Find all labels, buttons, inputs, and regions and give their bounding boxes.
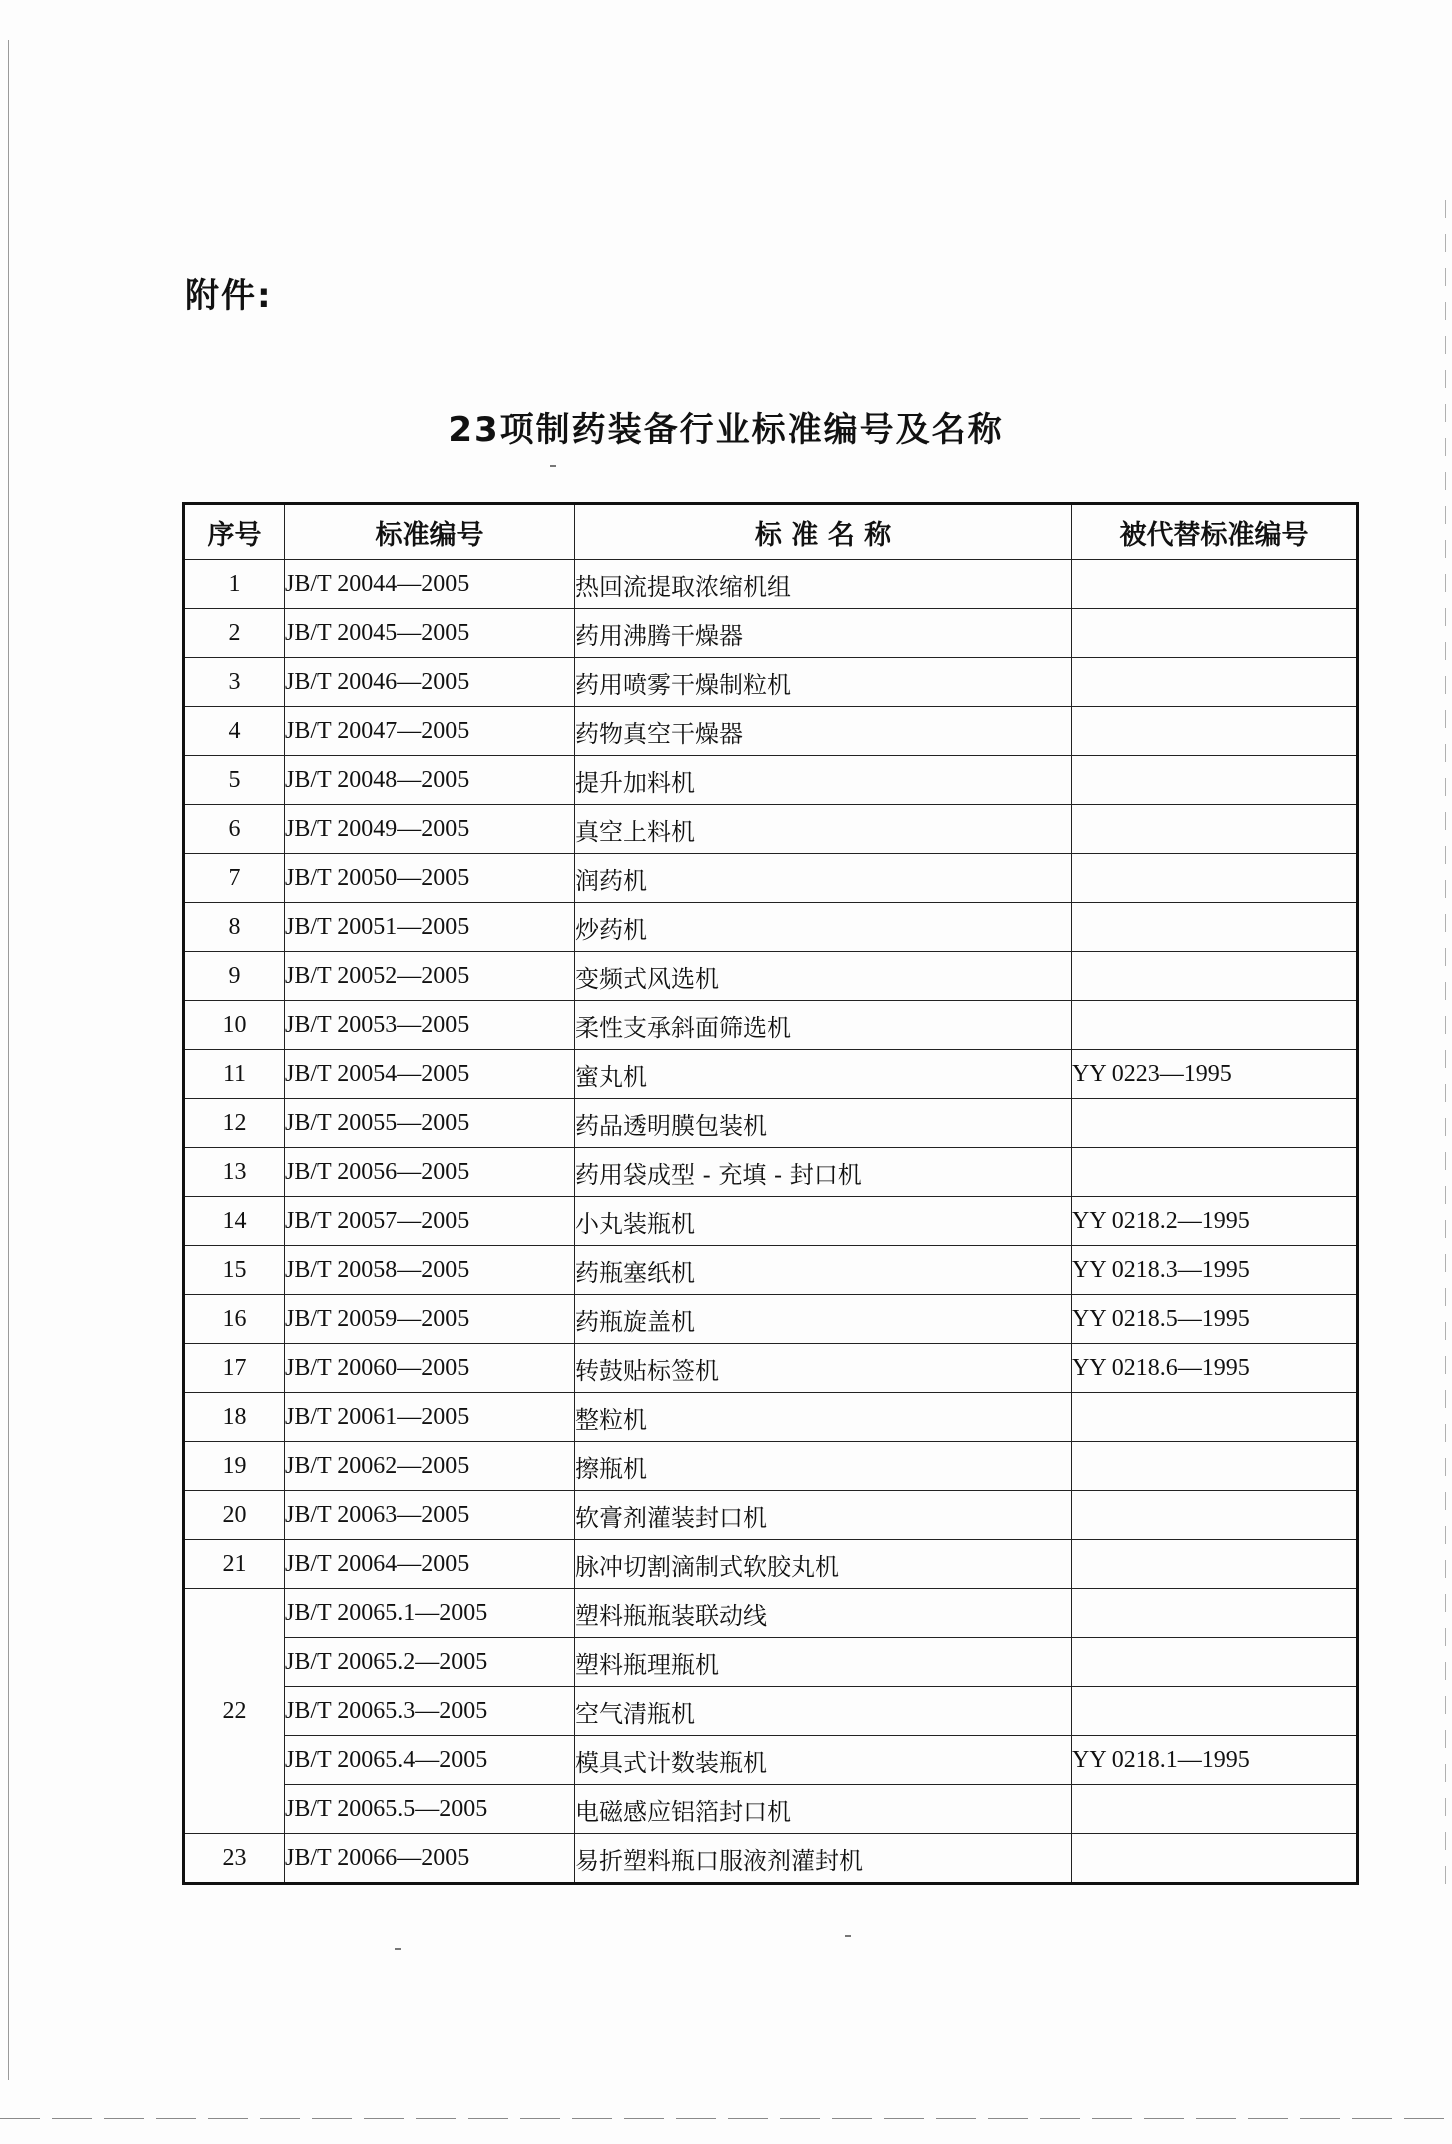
cell-replaced [1072, 1491, 1358, 1540]
cell-replaced: YY 0218.2—1995 [1072, 1197, 1358, 1246]
cell-name: 药瓶塞纸机 [575, 1246, 1072, 1295]
cell-code: JB/T 20045—2005 [285, 609, 575, 658]
table-row-group22 [184, 1736, 1358, 1785]
cell-seq: 19 [184, 1442, 285, 1491]
cell-code: JB/T 20048—2005 [285, 756, 575, 805]
cell-seq: 9 [184, 952, 285, 1001]
cell-code: JB/T 20057—2005 [285, 1197, 575, 1246]
cell-replaced [1072, 903, 1358, 952]
standards-table [182, 502, 1359, 1885]
cell-name: 塑料瓶瓶装联动线 [575, 1589, 1072, 1638]
table-row [184, 1344, 1358, 1393]
cell-replaced: YY 0223—1995 [1072, 1050, 1358, 1099]
table-row [184, 1148, 1358, 1197]
scan-speck [845, 1935, 851, 1937]
cell-code: JB/T 20063—2005 [285, 1491, 575, 1540]
header-name: 标 准 名 称 [575, 504, 1072, 560]
cell-code: JB/T 20056—2005 [285, 1148, 575, 1197]
cell-seq: 20 [184, 1491, 285, 1540]
cell-seq: 17 [184, 1344, 285, 1393]
table-row [184, 1834, 1358, 1884]
cell-replaced [1072, 707, 1358, 756]
cell-replaced [1072, 952, 1358, 1001]
cell-replaced [1072, 1393, 1358, 1442]
cell-replaced [1072, 609, 1358, 658]
cell-seq: 16 [184, 1295, 285, 1344]
cell-replaced: YY 0218.3—1995 [1072, 1246, 1358, 1295]
cell-code: JB/T 20053—2005 [285, 1001, 575, 1050]
attachment-label: 附件: [185, 276, 273, 316]
table-header-row [184, 504, 1358, 560]
table-row [184, 805, 1358, 854]
cell-seq: 18 [184, 1393, 285, 1442]
cell-seq: 1 [184, 560, 285, 609]
cell-code: JB/T 20060—2005 [285, 1344, 575, 1393]
cell-code: JB/T 20065.5—2005 [285, 1785, 575, 1834]
scan-speck [395, 1948, 401, 1950]
cell-replaced [1072, 756, 1358, 805]
header-code: 标准编号 [285, 504, 575, 560]
cell-replaced: YY 0218.6—1995 [1072, 1344, 1358, 1393]
cell-name: 药物真空干燥器 [575, 707, 1072, 756]
table-body [184, 560, 1358, 1884]
cell-name: 柔性支承斜面筛选机 [575, 1001, 1072, 1050]
table-row [184, 1050, 1358, 1099]
cell-name: 擦瓶机 [575, 1442, 1072, 1491]
cell-code: JB/T 20044—2005 [285, 560, 575, 609]
table-row [184, 1246, 1358, 1295]
table-row-group22 [184, 1638, 1358, 1687]
header-replaced: 被代替标准编号 [1072, 504, 1358, 560]
cell-code: JB/T 20065.1—2005 [285, 1589, 575, 1638]
cell-code: JB/T 20052—2005 [285, 952, 575, 1001]
cell-name: 润药机 [575, 854, 1072, 903]
table-row [184, 1099, 1358, 1148]
table-row [184, 1393, 1358, 1442]
cell-seq: 3 [184, 658, 285, 707]
document-title: 23项制药装备行业标准编号及名称 [448, 410, 1004, 450]
cell-replaced [1072, 1834, 1358, 1884]
cell-code: JB/T 20054—2005 [285, 1050, 575, 1099]
cell-name: 转鼓贴标签机 [575, 1344, 1072, 1393]
table-row [184, 854, 1358, 903]
cell-code: JB/T 20047—2005 [285, 707, 575, 756]
cell-seq: 6 [184, 805, 285, 854]
cell-seq: 8 [184, 903, 285, 952]
table-row [184, 1540, 1358, 1589]
cell-name: 药用袋成型 - 充填 - 封口机 [575, 1148, 1072, 1197]
cell-code: JB/T 20065.4—2005 [285, 1736, 575, 1785]
cell-name: 电磁感应铝箔封口机 [575, 1785, 1072, 1834]
cell-name: 变频式风选机 [575, 952, 1072, 1001]
cell-replaced [1072, 805, 1358, 854]
header-seq: 序号 [184, 504, 285, 560]
cell-code: JB/T 20046—2005 [285, 658, 575, 707]
cell-code: JB/T 20065.3—2005 [285, 1687, 575, 1736]
table-row [184, 1197, 1358, 1246]
cell-seq: 21 [184, 1540, 285, 1589]
cell-seq: 15 [184, 1246, 285, 1295]
cell-seq: 2 [184, 609, 285, 658]
cell-replaced [1072, 1638, 1358, 1687]
cell-replaced: YY 0218.5—1995 [1072, 1295, 1358, 1344]
cell-code: JB/T 20065.2—2005 [285, 1638, 575, 1687]
cell-replaced [1072, 560, 1358, 609]
cell-code: JB/T 20050—2005 [285, 854, 575, 903]
cell-seq: 10 [184, 1001, 285, 1050]
table-row [184, 1295, 1358, 1344]
cell-replaced [1072, 1442, 1358, 1491]
scan-edge-right [1445, 200, 1446, 1900]
cell-code: JB/T 20061—2005 [285, 1393, 575, 1442]
cell-replaced [1072, 1687, 1358, 1736]
table-row-group22 [184, 1785, 1358, 1834]
table-row [184, 707, 1358, 756]
cell-seq: 14 [184, 1197, 285, 1246]
cell-name: 小丸装瓶机 [575, 1197, 1072, 1246]
cell-name: 软膏剂灌装封口机 [575, 1491, 1072, 1540]
cell-name: 蜜丸机 [575, 1050, 1072, 1099]
table-row [184, 903, 1358, 952]
table-row [184, 1001, 1358, 1050]
table-row [184, 1442, 1358, 1491]
cell-name: 脉冲切割滴制式软胶丸机 [575, 1540, 1072, 1589]
cell-name: 整粒机 [575, 1393, 1072, 1442]
cell-code: JB/T 20055—2005 [285, 1099, 575, 1148]
cell-replaced [1072, 1589, 1358, 1638]
cell-seq: 4 [184, 707, 285, 756]
cell-name: 塑料瓶理瓶机 [575, 1638, 1072, 1687]
cell-name: 提升加料机 [575, 756, 1072, 805]
table-row [184, 952, 1358, 1001]
table-row [184, 756, 1358, 805]
cell-seq: 7 [184, 854, 285, 903]
cell-seq: 12 [184, 1099, 285, 1148]
cell-name: 药瓶旋盖机 [575, 1295, 1072, 1344]
cell-code: JB/T 20062—2005 [285, 1442, 575, 1491]
scan-speck [550, 465, 556, 467]
cell-replaced [1072, 1001, 1358, 1050]
cell-replaced [1072, 854, 1358, 903]
table-row [184, 1491, 1358, 1540]
cell-code: JB/T 20051—2005 [285, 903, 575, 952]
cell-name: 药用喷雾干燥制粒机 [575, 658, 1072, 707]
cell-name: 炒药机 [575, 903, 1072, 952]
cell-name: 热回流提取浓缩机组 [575, 560, 1072, 609]
cell-seq: 23 [184, 1834, 285, 1884]
cell-name: 药品透明膜包装机 [575, 1099, 1072, 1148]
table-row [184, 560, 1358, 609]
cell-code: JB/T 20066—2005 [285, 1834, 575, 1884]
cell-replaced [1072, 1148, 1358, 1197]
cell-replaced [1072, 1540, 1358, 1589]
table-row-group22 [184, 1589, 1358, 1638]
cell-seq: 13 [184, 1148, 285, 1197]
cell-name: 模具式计数装瓶机 [575, 1736, 1072, 1785]
cell-name: 空气清瓶机 [575, 1687, 1072, 1736]
cell-code: JB/T 20064—2005 [285, 1540, 575, 1589]
cell-code: JB/T 20059—2005 [285, 1295, 575, 1344]
cell-code: JB/T 20049—2005 [285, 805, 575, 854]
scan-edge-left [8, 40, 9, 2080]
cell-replaced: YY 0218.1—1995 [1072, 1736, 1358, 1785]
cell-seq: 11 [184, 1050, 285, 1099]
cell-name: 易折塑料瓶口服液剂灌封机 [575, 1834, 1072, 1884]
cell-name: 真空上料机 [575, 805, 1072, 854]
table-row-group22 [184, 1687, 1358, 1736]
cell-code: JB/T 20058—2005 [285, 1246, 575, 1295]
cell-replaced [1072, 658, 1358, 707]
cell-replaced [1072, 1785, 1358, 1834]
table-row [184, 609, 1358, 658]
cell-seq: 5 [184, 756, 285, 805]
scan-bottom-rule [0, 2118, 1452, 2119]
cell-name: 药用沸腾干燥器 [575, 609, 1072, 658]
cell-replaced [1072, 1099, 1358, 1148]
table-row [184, 658, 1358, 707]
cell-seq-merged: 22 [184, 1589, 285, 1834]
